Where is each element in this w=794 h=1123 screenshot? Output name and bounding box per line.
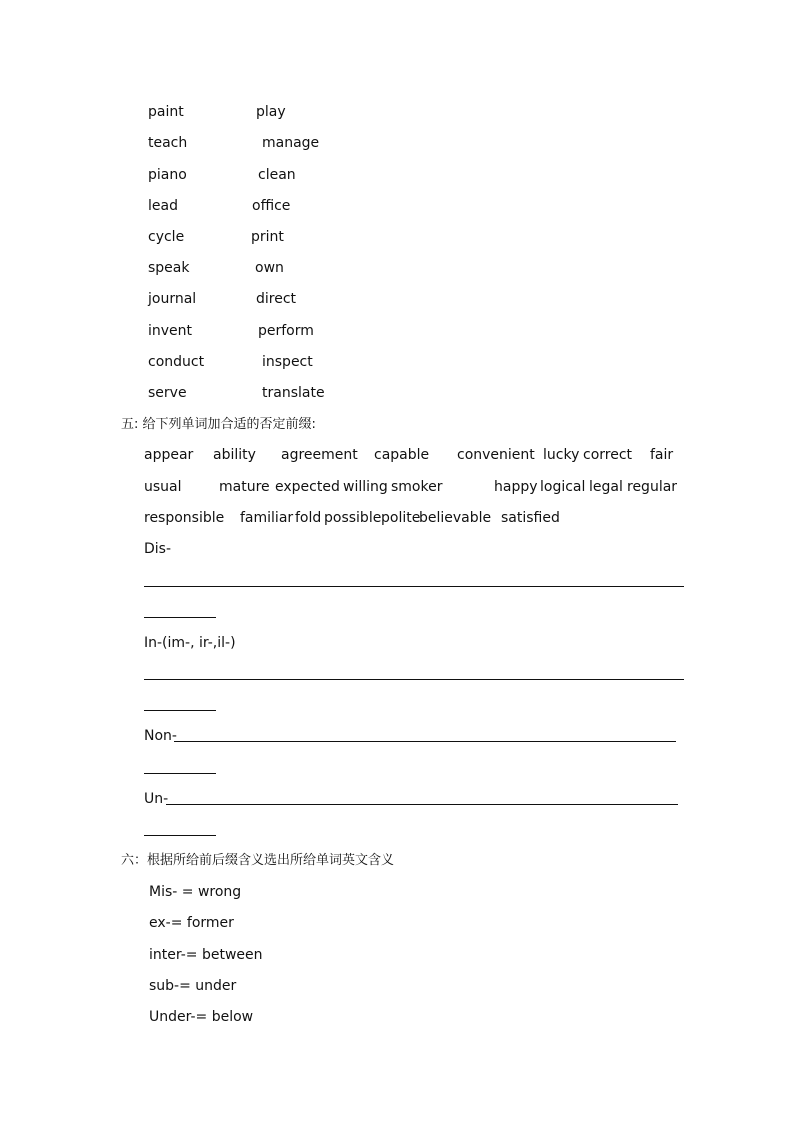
word-right: translate [262,385,325,401]
prefix-label-non: Non- [144,728,177,744]
word-right: print [251,229,284,245]
definition-item: sub-= under [149,978,237,994]
prefix-label-un: Un- [144,791,169,807]
word-item: happy [494,479,538,495]
word-left: cycle [148,229,185,245]
word-item: expected [275,479,340,495]
answer-line-un[interactable] [166,804,678,805]
word-left: lead [148,198,178,214]
answer-line-non[interactable] [174,741,676,742]
word-item: capable [374,447,430,463]
word-item: polite [381,510,421,526]
word-item: fold [295,510,322,526]
word-left: speak [148,260,190,276]
word-right: manage [262,135,320,151]
word-left: invent [148,323,193,339]
word-item: satisfied [501,510,560,526]
word-left: piano [148,167,187,183]
answer-line-in-continued[interactable] [144,710,216,711]
section-heading: 六：根据所给前后缀含义选出所给单词英文含义 [121,853,395,868]
word-item: familiar [240,510,294,526]
word-right: play [256,104,286,120]
word-item: agreement [281,447,358,463]
word-left: teach [148,135,188,151]
definition-item: Under-= below [149,1009,254,1025]
answer-line-dis-continued[interactable] [144,617,216,618]
prefix-label-in: In-(im-, ir-,il-) [144,635,236,651]
word-right: clean [258,167,296,183]
word-item: lucky [543,447,580,463]
word-right: own [255,260,284,276]
answer-line-in[interactable] [144,679,684,680]
word-left: conduct [148,354,205,370]
word-right: office [252,198,291,214]
answer-line-non-continued[interactable] [144,773,216,774]
prefix-label-dis: Dis- [144,541,172,557]
word-item: mature [219,479,270,495]
word-item: believable [419,510,492,526]
definition-item: ex-= former [149,915,234,931]
word-right: direct [256,291,297,307]
word-item: willing [343,479,388,495]
word-item: convenient [457,447,535,463]
word-item: ability [213,447,256,463]
word-item: appear [144,447,194,463]
word-item: regular [627,479,678,495]
word-item: correct [583,447,633,463]
word-left: journal [148,291,197,307]
answer-line-un-continued[interactable] [144,835,216,836]
word-left: serve [148,385,187,401]
word-right: perform [258,323,314,339]
word-item: fair [650,447,674,463]
definition-item: Mis- = wrong [149,884,242,900]
word-item: possible [324,510,382,526]
section-heading: 五: 给下列单词加合适的否定前缀: [121,417,316,432]
word-item: responsible [144,510,225,526]
word-item: usual [144,479,182,495]
definition-item: inter-= between [149,947,263,963]
word-left: paint [148,104,184,120]
word-item: smoker [391,479,443,495]
word-item: legal [589,479,623,495]
word-item: logical [540,479,586,495]
answer-line-dis[interactable] [144,586,684,587]
word-right: inspect [262,354,313,370]
